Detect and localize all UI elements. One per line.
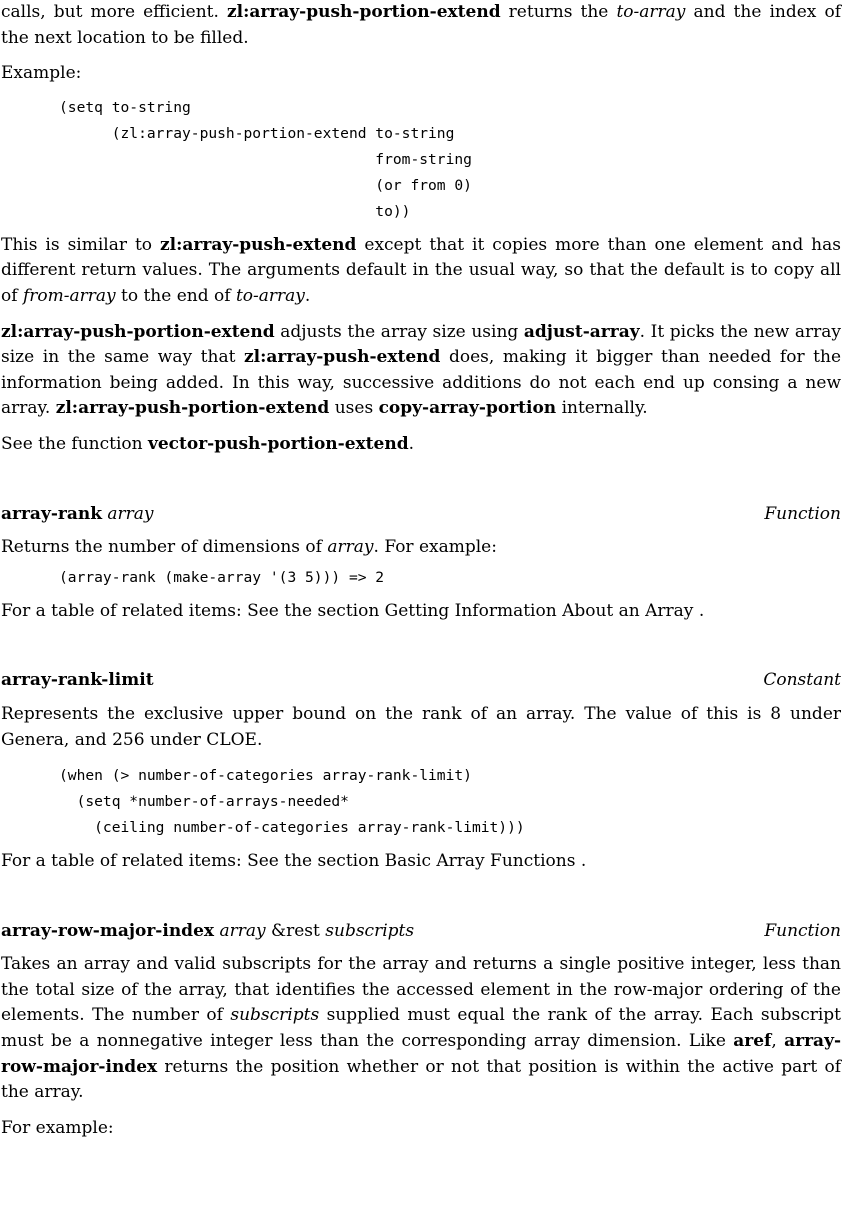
code-example-array-rank: (array-rank (make-array '(3 5))) => 2: [59, 568, 385, 586]
intro-paragraph-2: This is similar to zl:array-push-extend except that it copies more than one element and has different return values. The arguments default in the usual way, so that the default is to copy all of from-array to the end of to-array.: [1, 234, 841, 306]
intro-paragraph-3: zl:array-push-portion-extend adjusts the array size using adjust-array. It picks the new array size in the same way that zl:array-push-extend does, making it bigger than needed for the information being added. In this way, successive additions do not each end up consing a new array. zl:array-push-portion-extend uses copy-array-portion internally.: [1, 321, 842, 419]
intro-paragraph-1: calls, but more efficient. zl:array-push-portion-extend returns the to-array and the index of the next location to be filled.: [1, 2, 841, 48]
entry-header-array-rank-limit: [1, 668, 841, 694]
entry-description: Represents the exclusive upper bound on the rank of an array. The value of this is 8 under Genera, and 256 under CLOE.: [1, 703, 841, 750]
code-example-array-rank-limit: (when (> number-of-categories array-rank-limit) (setq *number-of-arrays-needed* (ceiling number-of-categories array-rank-limit))): [59, 767, 525, 837]
entry-description: Takes an array and valid subscripts for the array and returns a single positive integer, less than the total size of the array, that identifies the accessed element in the row-major ordering of the elements. The number of subscripts supplied must equal the rank of the array. Each subscript must be a nonnegative integer less than the corresponding array dimension. Like aref, array-row-major-index returns the position whether or not that position is within the active part of the array.: [1, 954, 842, 1103]
ref-vector-push-portion-extend: vector-push-portion-extend: [147, 433, 409, 454]
related-items-link: For a table of related items: See the section Getting Information About an Array .: [1, 600, 705, 621]
entry-kind: Function: [764, 503, 841, 524]
entry-description: Returns the number of dimensions of array. For example:: [1, 537, 497, 558]
ref-zl-array-push-portion-extend: zl:array-push-portion-extend: [226, 2, 501, 22]
entry-args: array: [107, 503, 154, 524]
entry-header-array-row-major-index: array-row-major-index array &rest subscripts Function: [1, 919, 841, 945]
entry-name: array-rank-limit: [1, 670, 154, 691]
document-page: [1, 0, 841, 1141]
entry-kind: Constant: [763, 670, 841, 691]
example-label: For example:: [1, 1117, 114, 1138]
entry-name: array-row-major-index: [1, 920, 215, 941]
entry-header-array-rank: [1, 502, 841, 528]
entry-kind: Function: [764, 920, 841, 941]
code-example-setq: (setq to-string (zl:array-push-portion-extend to-string from-string (or from 0) to)): [59, 98, 472, 220]
related-items-link: For a table of related items: See the section Basic Array Functions .: [1, 851, 587, 872]
see-also-paragraph: See the function vector-push-portion-extend.: [1, 433, 414, 454]
example-label: Example:: [1, 63, 82, 84]
entry-name: array-rank: [1, 503, 102, 524]
